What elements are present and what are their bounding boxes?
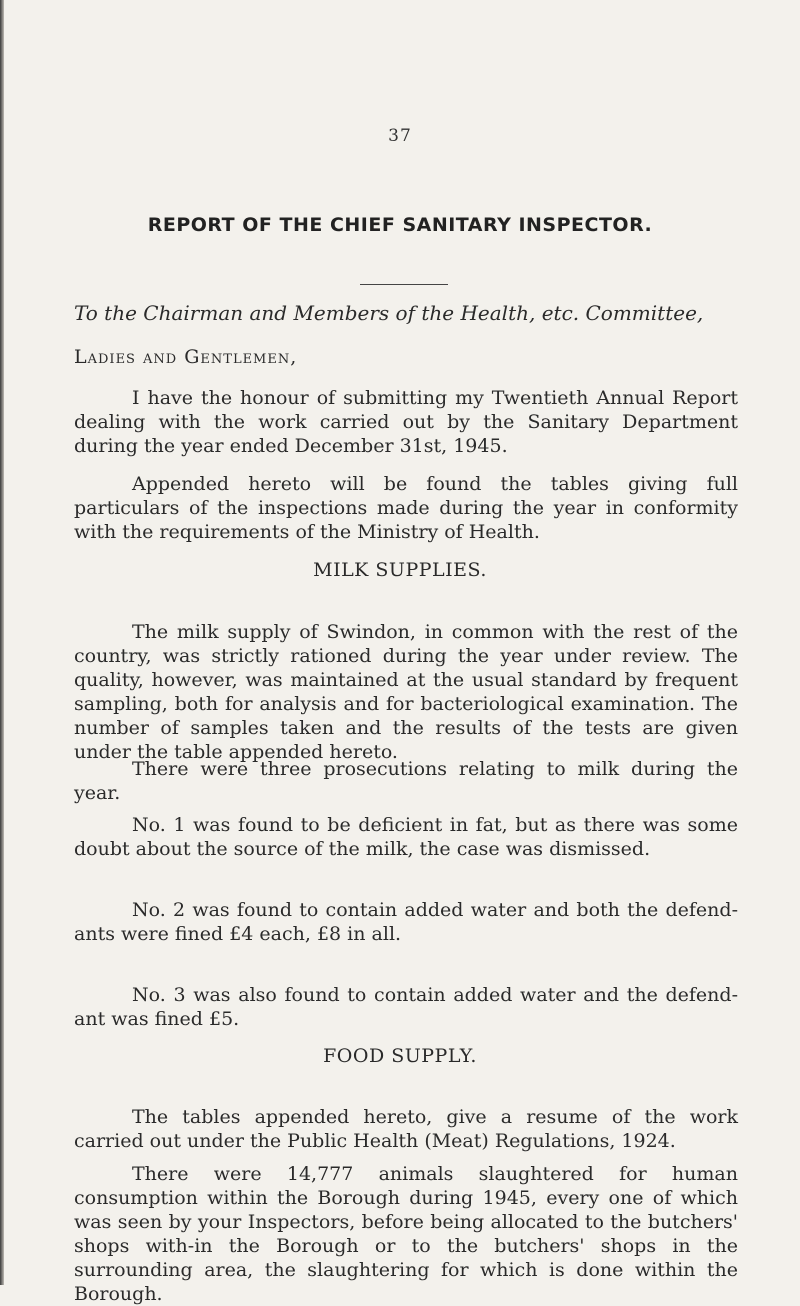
paragraph-food-tables: The tables appended hereto, give a resume of the work carried out under the Public Health (Meat) Regulations, 1924. xyxy=(74,1106,738,1152)
page-edge-shadow xyxy=(0,0,4,1285)
heading-food-supply: FOOD SUPPLY. xyxy=(323,1045,477,1067)
salutation: To the Chairman and Members of the Health, etc. Committee, xyxy=(74,301,704,325)
report-title: REPORT OF THE CHIEF SANITARY INSPECTOR. xyxy=(147,214,653,236)
paragraph-case-no3: No. 3 was also found to contain added water and the defend-ant was fined £5. xyxy=(74,984,738,1030)
paragraph-intro: I have the honour of submitting my Twentieth Annual Report dealing with the work carried out by the Sanitary Department during the year ended December 31st, 1945. xyxy=(74,387,738,457)
paragraph-appended: Appended hereto will be found the tables giving full particulars of the inspections made during the year in conformity with the requirements of the Ministry of Health. xyxy=(74,473,738,543)
paragraph-case-no2: No. 2 was found to contain added water and both the defend-ants were fined £4 each, £8 in all. xyxy=(74,899,738,945)
page-number: 37 xyxy=(388,126,412,146)
paragraph-case-no1: No. 1 was found to be deficient in fat, but as there was some doubt about the source of the milk, the case was dismissed. xyxy=(74,814,738,860)
title-divider xyxy=(360,284,448,285)
paragraph-milk-supply: The milk supply of Swindon, in common with the rest of the country, was strictly rationed during the year under review. The quality, however, was maintained at the usual standard by frequent sampling, both for analysis and for bacteriological examination. The number of samples taken and the results of the tests are given under the table appended hereto. xyxy=(74,621,738,763)
paragraph-prosecutions: There were three prosecutions relating to milk during the year. xyxy=(74,758,738,804)
address-line: Ladies and Gentlemen, xyxy=(74,346,298,368)
heading-milk-supplies: MILK SUPPLIES. xyxy=(313,559,487,581)
paragraph-animals: There were 14,777 animals slaughtered for human consumption within the Borough during 1945, every one of which was seen by your Inspectors, before being allocated to the butchers' shops with-in the Borough or to the butchers' shops in the surrounding area, the slaughtering for which is done within the Borough. xyxy=(74,1163,738,1305)
